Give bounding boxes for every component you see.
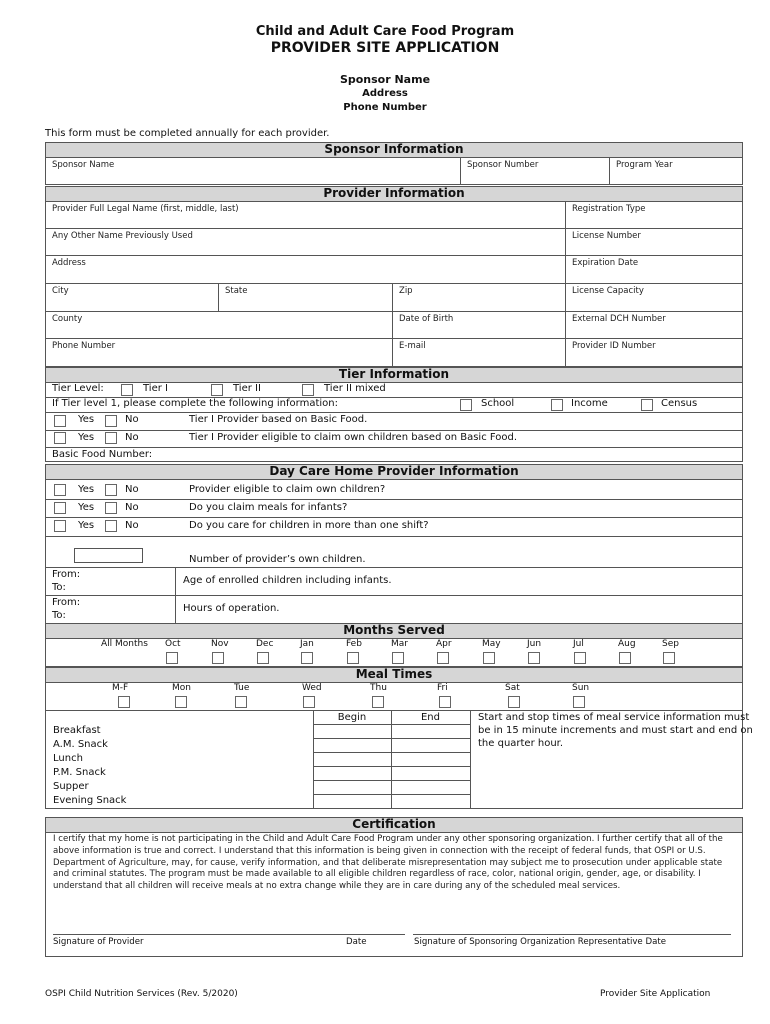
month-label: All Months — [101, 639, 148, 649]
day-checkbox[interactable] — [439, 696, 451, 708]
dc-q3-yes-checkbox[interactable] — [54, 520, 66, 532]
day-checkbox[interactable] — [508, 696, 520, 708]
tier2-mixed-label: Tier II mixed — [324, 383, 386, 394]
month-checkbox[interactable] — [257, 652, 269, 664]
month-label: Aug — [618, 639, 636, 649]
label: External DCH Number — [572, 314, 666, 324]
label: License Number — [572, 231, 641, 241]
tier-q1-no-checkbox[interactable] — [105, 415, 117, 427]
tier-question-basic-food: Tier I Provider based on Basic Food. — [189, 414, 368, 425]
meal-time-row-divider — [313, 738, 471, 739]
hours-from-label: From: — [52, 597, 81, 608]
month-checkbox[interactable] — [663, 652, 675, 664]
meal-label: A.M. Snack — [53, 739, 108, 750]
label: Provider Full Legal Name (first, middle, last) — [52, 204, 239, 214]
day-checkbox[interactable] — [573, 696, 585, 708]
ages-label: Age of enrolled children including infants. — [183, 575, 392, 586]
tier1-checkbox[interactable] — [121, 384, 133, 396]
day-care-section — [45, 479, 743, 624]
program-year-field[interactable] — [609, 157, 743, 185]
date-of-birth-field[interactable] — [392, 311, 566, 339]
label: Registration Type — [572, 204, 646, 214]
month-label: Jan — [300, 639, 314, 649]
sponsor-address-heading: Address — [362, 88, 408, 99]
month-checkbox[interactable] — [166, 652, 178, 664]
day-label: M-F — [112, 683, 129, 693]
day-care-heading: Day Care Home Provider Information — [45, 464, 743, 480]
school-label: School — [481, 398, 515, 409]
dc-question-own-children: Provider eligible to claim own children? — [189, 484, 386, 495]
provider-id-field[interactable] — [565, 338, 743, 367]
label: Address — [52, 258, 86, 268]
day-label: Mon — [172, 683, 191, 693]
meal-label: Breakfast — [53, 725, 101, 736]
begin-header: Begin — [337, 712, 367, 723]
footer-right: Provider Site Application — [600, 989, 711, 999]
month-label: Oct — [165, 639, 181, 649]
month-checkbox[interactable] — [619, 652, 631, 664]
meal-time-header-divider — [313, 724, 471, 725]
label: Zip — [399, 286, 413, 296]
footer-left: OSPI Child Nutrition Services (Rev. 5/2020) — [45, 989, 238, 999]
month-checkbox[interactable] — [347, 652, 359, 664]
own-children-label: Number of provider’s own children. — [189, 554, 366, 565]
hours-to-label: To: — [52, 610, 66, 621]
month-label: Jun — [527, 639, 542, 649]
month-label: Sep — [662, 639, 679, 649]
yes-label: Yes — [78, 432, 95, 443]
yes-label: Yes — [78, 520, 95, 531]
no-label: No — [125, 484, 139, 495]
program-title: Child and Adult Care Food Program — [255, 24, 515, 39]
census-label: Census — [661, 398, 698, 409]
dc-question-infants: Do you claim meals for infants? — [189, 502, 348, 513]
day-checkbox[interactable] — [372, 696, 384, 708]
license-number-field[interactable] — [565, 228, 743, 256]
basic-food-number-field[interactable]: Basic Food Number: — [52, 449, 153, 460]
no-label: No — [125, 432, 139, 443]
phone-field[interactable] — [45, 338, 393, 367]
day-label: Fri — [437, 683, 448, 693]
meal-time-row-divider — [313, 808, 471, 809]
month-checkbox[interactable] — [212, 652, 224, 664]
other-name-field[interactable] — [45, 228, 566, 256]
tier2-mixed-checkbox[interactable] — [302, 384, 314, 396]
dc-q1-yes-checkbox[interactable] — [54, 484, 66, 496]
label: State — [225, 286, 248, 296]
no-label: No — [125, 414, 139, 425]
sponsor-signature-label: Signature of Sponsoring Organization Representative Date — [414, 937, 666, 947]
school-checkbox[interactable] — [460, 399, 472, 411]
label: Date of Birth — [399, 314, 454, 324]
tier-info-heading: Tier Information — [45, 367, 743, 383]
tier-level-label: Tier Level: — [52, 383, 104, 394]
dc-q3-no-checkbox[interactable] — [105, 520, 117, 532]
sponsor-number-field[interactable] — [460, 157, 610, 185]
tier-q1-yes-checkbox[interactable] — [54, 415, 66, 427]
provider-date-label: Date — [346, 937, 367, 947]
address-field[interactable] — [45, 255, 566, 284]
zip-field[interactable] — [392, 283, 566, 312]
day-label: Thu — [370, 683, 387, 693]
label: Expiration Date — [572, 258, 639, 268]
form-title: PROVIDER SITE APPLICATION — [270, 40, 500, 56]
tier1-instructions: If Tier level 1, please complete the following information: — [52, 398, 338, 409]
email-field[interactable] — [392, 338, 566, 367]
ages-to-label: To: — [52, 582, 66, 593]
meal-label: P.M. Snack — [53, 767, 106, 778]
provider-signature-label: Signature of Provider — [53, 937, 144, 947]
month-label: Nov — [211, 639, 229, 649]
label: Sponsor Number — [467, 160, 539, 170]
tier2-label: Tier II — [233, 383, 261, 394]
month-label: Feb — [346, 639, 362, 649]
meal-time-row-divider — [313, 794, 471, 795]
month-checkbox[interactable] — [301, 652, 313, 664]
sponsor-signature-line[interactable] — [413, 934, 731, 935]
dc-q1-no-checkbox[interactable] — [105, 484, 117, 496]
day-label: Tue — [234, 683, 250, 693]
certification-heading: Certification — [45, 817, 743, 833]
label: Any Other Name Previously Used — [52, 231, 193, 241]
sponsor-info-heading: Sponsor Information — [45, 142, 743, 158]
ages-from-label: From: — [52, 569, 81, 580]
no-label: No — [125, 520, 139, 531]
label: License Capacity — [572, 286, 644, 296]
meal-days-section — [45, 682, 743, 711]
meal-time-row-divider — [313, 780, 471, 781]
label: E-mail — [399, 341, 426, 351]
day-checkbox[interactable] — [303, 696, 315, 708]
sponsor-name-heading: Sponsor Name — [339, 73, 431, 86]
yes-label: Yes — [78, 484, 95, 495]
provider-info-heading: Provider Information — [45, 186, 743, 202]
month-label: May — [482, 639, 501, 649]
label: Program Year — [616, 160, 673, 170]
day-label: Sat — [505, 683, 520, 693]
state-field[interactable] — [218, 283, 393, 312]
day-checkbox[interactable] — [235, 696, 247, 708]
day-label: Sun — [572, 683, 590, 693]
tier2-checkbox[interactable] — [211, 384, 223, 396]
meal-label: Lunch — [53, 753, 83, 764]
income-checkbox[interactable] — [551, 399, 563, 411]
yes-label: Yes — [78, 414, 95, 425]
label: Phone Number — [52, 341, 116, 351]
month-label: Mar — [391, 639, 408, 649]
meal-times-heading: Meal Times — [45, 667, 743, 683]
month-label: Dec — [256, 639, 274, 649]
dc-q2-yes-checkbox[interactable] — [54, 502, 66, 514]
day-checkbox[interactable] — [118, 696, 130, 708]
dc-question-shifts: Do you care for children in more than one shift? — [189, 520, 429, 531]
month-label: Apr — [436, 639, 452, 649]
provider-signature-line[interactable] — [53, 934, 405, 935]
hours-label: Hours of operation. — [183, 603, 280, 614]
sponsor-phone-heading: Phone Number — [343, 102, 427, 113]
yes-label: Yes — [78, 502, 95, 513]
expiration-date-field[interactable] — [565, 255, 743, 284]
label: City — [52, 286, 69, 296]
certification-text: I certify that my home is not participating in the Child and Adult Care Food Program under any other sponsoring organization. I further certify that all of the above information is true and correct. I understand that this information is being given in connection with the receipt of federal funds, that OSPI or U.S. Department of Agriculture, may, for cause, verify information, and that deliberate misrepresentation may subject me to prosecution under applicable state and criminal statutes. The program must be made available to all eligible children regardless of race, color, national origin, gender, age, or disability. I understand that all children will receive meals at no extra change while they are in care during any of the scheduled meal services. — [53, 834, 723, 892]
month-label: Jul — [573, 639, 584, 649]
meal-time-row-divider — [313, 766, 471, 767]
month-checkbox[interactable] — [528, 652, 540, 664]
external-dch-field[interactable] — [565, 311, 743, 339]
label: Sponsor Name — [52, 160, 115, 170]
registration-type-field[interactable] — [565, 201, 743, 229]
month-checkbox[interactable] — [483, 652, 495, 664]
label: Provider ID Number — [572, 341, 656, 351]
county-field[interactable] — [45, 311, 393, 339]
census-checkbox[interactable] — [641, 399, 653, 411]
license-capacity-field[interactable] — [565, 283, 743, 312]
tier-q2-yes-checkbox[interactable] — [54, 432, 66, 444]
meal-times-note: Start and stop times of meal service information must be in 15 minute increments and must start and end on the quarter hour. — [478, 712, 753, 749]
month-checkbox[interactable] — [392, 652, 404, 664]
day-checkbox[interactable] — [175, 696, 187, 708]
meal-time-row-divider — [313, 752, 471, 753]
months-served-heading: Months Served — [45, 623, 743, 639]
meal-label: Evening Snack — [53, 795, 127, 806]
intro-text: This form must be completed annually for each provider. — [45, 128, 330, 139]
provider-name-field[interactable] — [45, 201, 566, 229]
sponsor-name-field[interactable] — [45, 157, 461, 185]
city-field[interactable] — [45, 283, 219, 312]
day-label: Wed — [302, 683, 322, 693]
meal-label: Supper — [53, 781, 89, 792]
label: County — [52, 314, 83, 324]
month-checkbox[interactable] — [574, 652, 586, 664]
dc-q2-no-checkbox[interactable] — [105, 502, 117, 514]
tier1-label: Tier I — [143, 383, 168, 394]
own-children-count-input[interactable] — [74, 548, 143, 563]
end-header: End — [420, 712, 440, 723]
no-label: No — [125, 502, 139, 513]
month-checkbox[interactable] — [437, 652, 449, 664]
income-label: Income — [571, 398, 608, 409]
tier-q2-no-checkbox[interactable] — [105, 432, 117, 444]
tier-question-own-children: Tier I Provider eligible to claim own children based on Basic Food. — [189, 432, 518, 443]
